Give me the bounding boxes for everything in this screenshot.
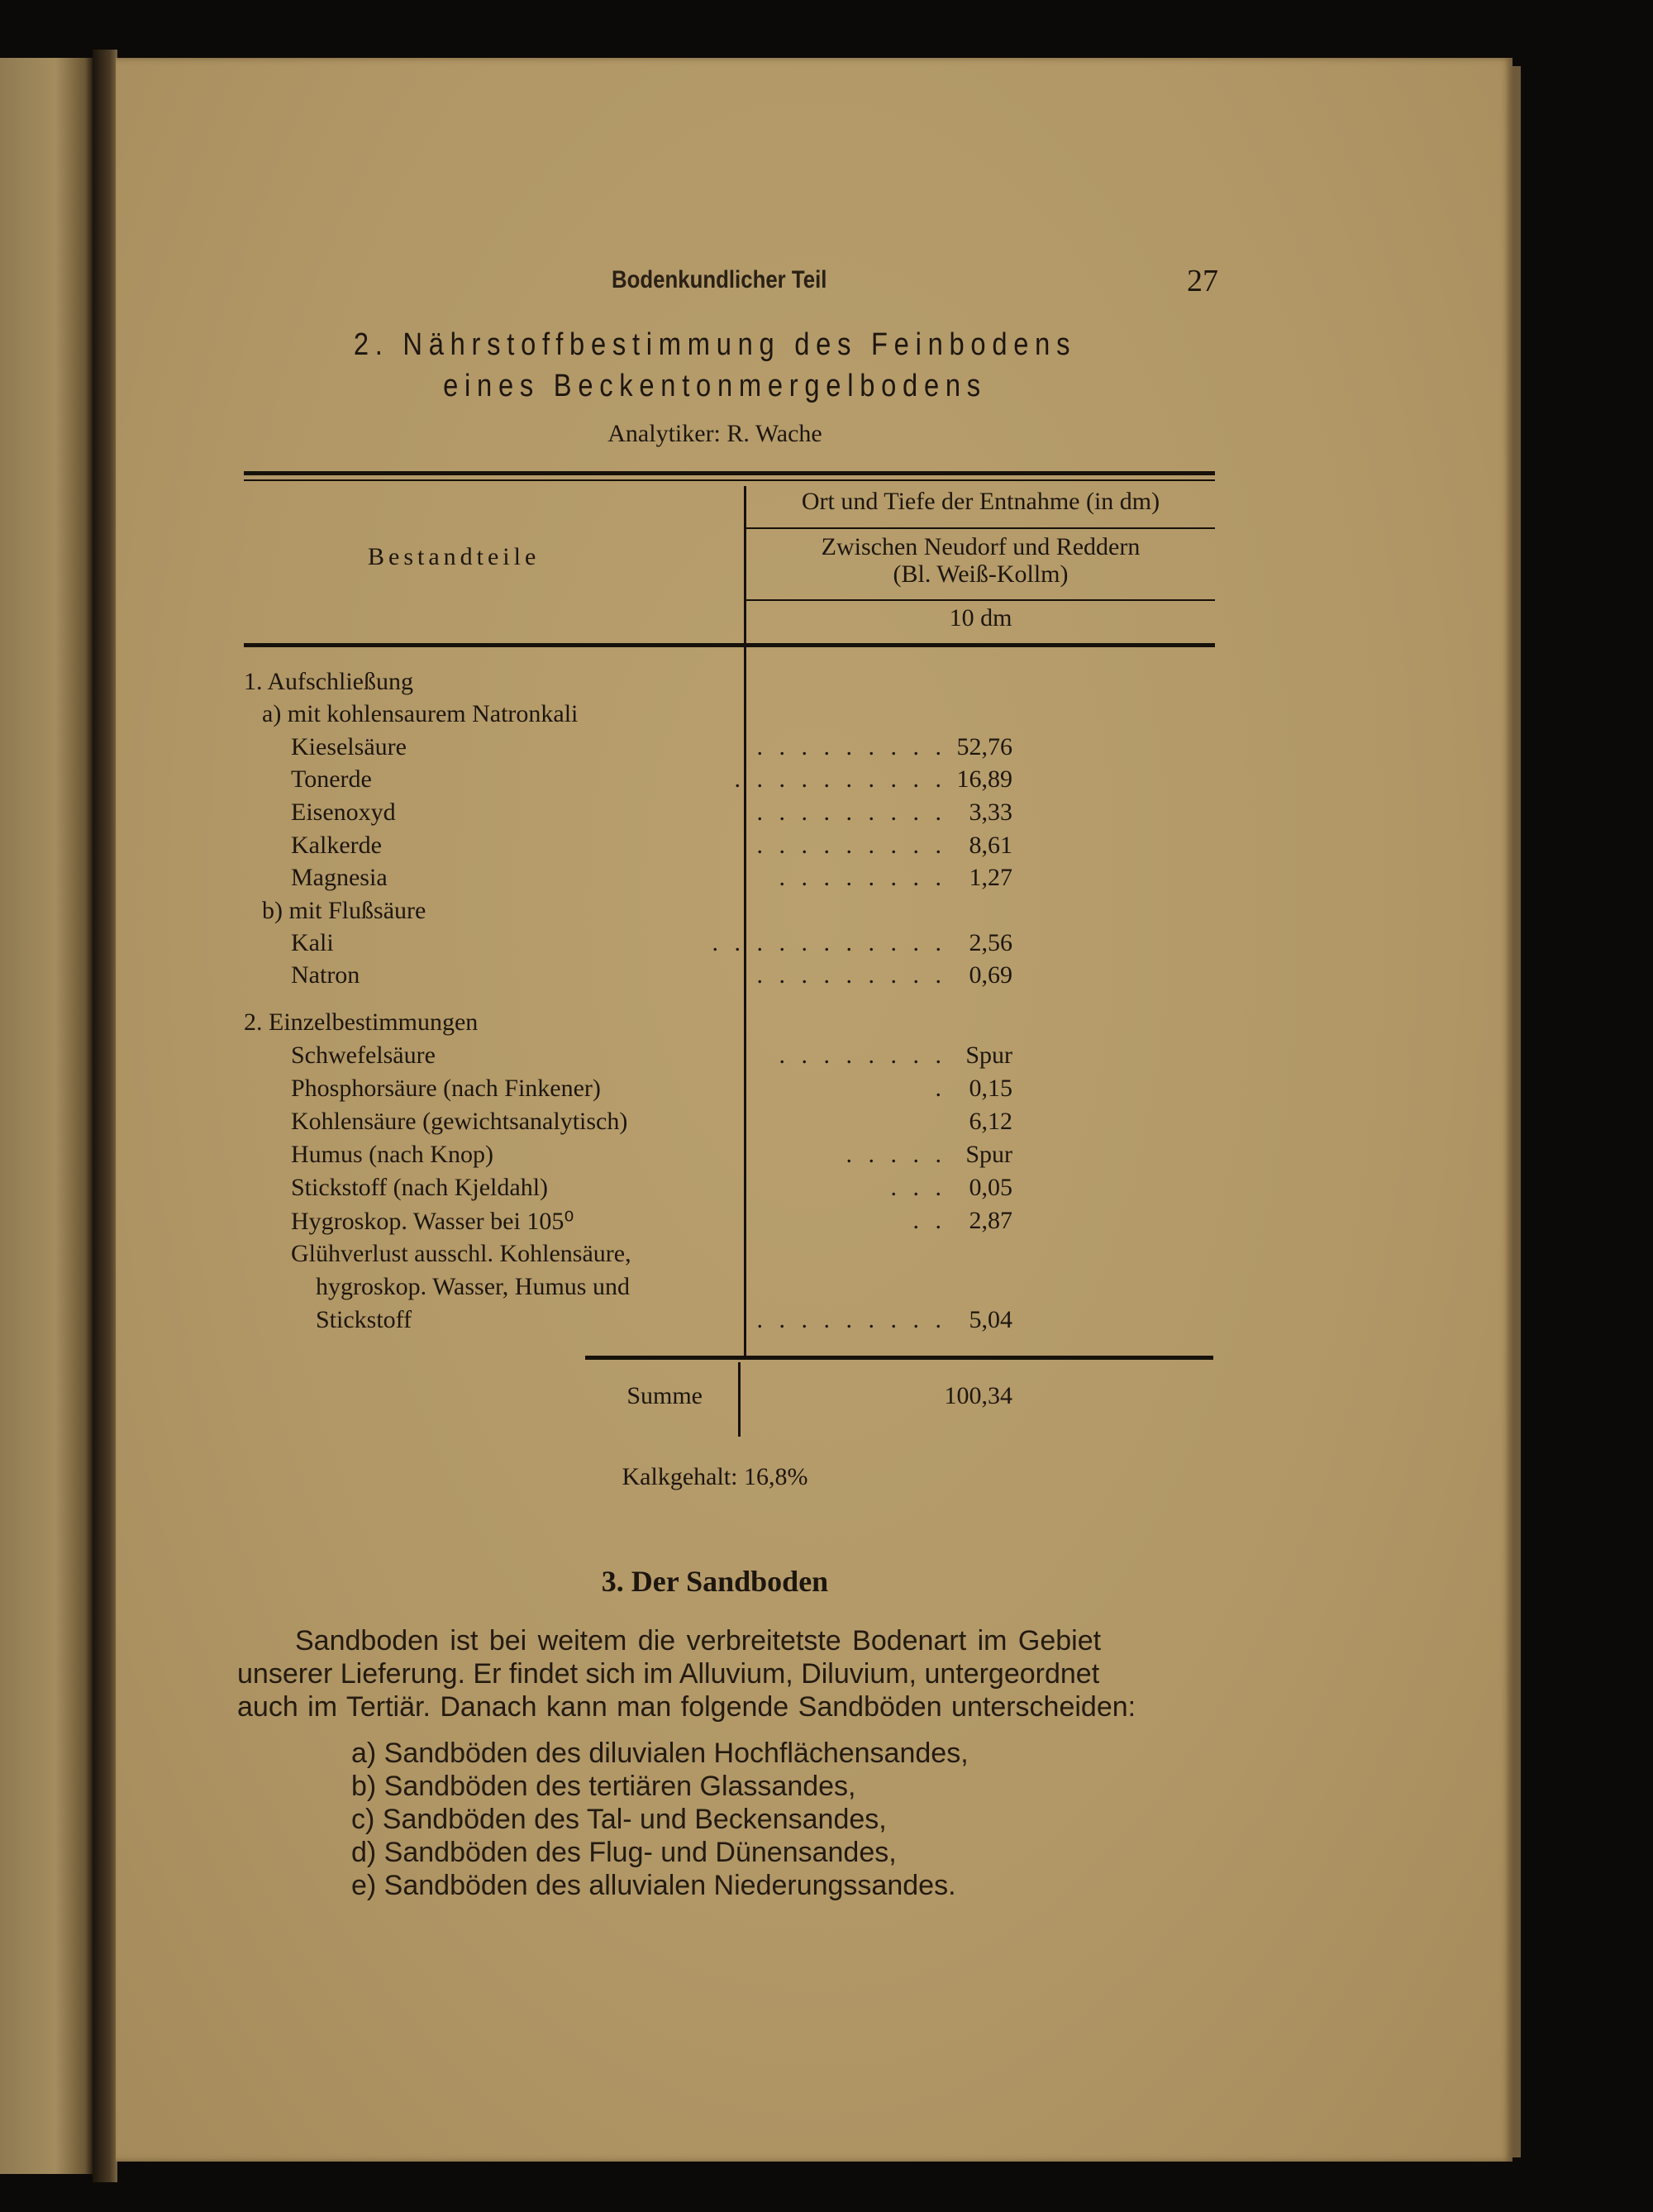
sum-rule xyxy=(585,1356,1213,1360)
row-label: Kieselsäure xyxy=(291,733,407,760)
row-label: Stickstoff xyxy=(316,1306,412,1333)
table-row xyxy=(244,1273,1219,1306)
table-row xyxy=(244,897,1219,930)
dot-leader: . xyxy=(935,1075,946,1102)
header-rule-1 xyxy=(746,527,1215,529)
dot-leader: . . . . . . . . . xyxy=(756,733,946,760)
analyst: Analytiker: R. Wache xyxy=(607,420,822,447)
depth: 10 dm xyxy=(949,604,1012,632)
table-row xyxy=(244,1075,1219,1108)
dot-leader: . . . . . . . . . xyxy=(756,832,946,859)
header-rule-2 xyxy=(746,599,1215,601)
table-row xyxy=(244,864,1219,897)
table-row xyxy=(244,1207,1219,1240)
table-row xyxy=(244,1108,1219,1141)
row-value: 5,04 xyxy=(969,1306,1012,1333)
table-row xyxy=(244,1306,1219,1339)
title-line-1: 2. Nährstoffbestimmung des Feinbodens xyxy=(353,327,1077,362)
row-label: Glühverlust ausschl. Kohlensäure, xyxy=(291,1240,631,1267)
section-heading: 3. Der Sandboden xyxy=(601,1565,829,1598)
row-label: a) mit kohlensaurem Natronkali xyxy=(262,700,579,727)
lime-content: Kalkgehalt: 16,8% xyxy=(622,1463,808,1490)
table-row xyxy=(244,765,1219,799)
dot-leader: . . . . . . . . xyxy=(779,1042,946,1069)
list-item: c) Sandböden des Tal- und Beckensandes, xyxy=(351,1804,887,1835)
row-value: 2,56 xyxy=(969,929,1012,956)
list-item: d) Sandböden des Flug- und Dünensandes, xyxy=(351,1837,897,1868)
table-row xyxy=(244,668,1219,701)
table-top-rule xyxy=(244,471,1215,475)
dot-leader: . . . . . . . . . xyxy=(756,961,946,989)
dot-leader: . . . xyxy=(890,1174,946,1201)
row-label: hygroskop. Wasser, Humus und xyxy=(316,1273,630,1300)
dot-leader: . . . . . . . . . . . xyxy=(712,929,946,956)
row-value: 1,27 xyxy=(969,864,1012,891)
running-head: Bodenkundlicher Teil xyxy=(612,266,827,293)
page-edge xyxy=(1512,66,1521,2157)
row-value: 8,61 xyxy=(969,832,1012,859)
row-value: 0,05 xyxy=(969,1174,1012,1201)
row-value: 0,15 xyxy=(969,1075,1012,1102)
row-label: b) mit Flußsäure xyxy=(262,897,426,924)
table-row xyxy=(244,799,1219,832)
dot-leader: . . . . . xyxy=(846,1141,946,1168)
table-row xyxy=(244,733,1219,766)
col-header-location: Ort und Tiefe der Entnahme (in dm) xyxy=(801,488,1160,515)
row-label: Humus (nach Knop) xyxy=(291,1141,493,1168)
paragraph-line: Sandboden ist bei weitem die verbreitetste Bodenart im Gebiet xyxy=(295,1625,1102,1657)
table-row xyxy=(244,1008,1219,1042)
header-bottom-rule xyxy=(244,643,1215,647)
row-label: 2. Einzelbestimmungen xyxy=(244,1008,479,1036)
location-line-2: (Bl. Weiß-Kollm) xyxy=(893,560,1069,588)
dot-leader: . . . . . . . . . . xyxy=(734,765,946,793)
row-label: Eisenoxyd xyxy=(291,799,396,826)
dot-leader: . . . . . . . . xyxy=(779,864,946,891)
list-item: a) Sandböden des diluvialen Hochflächensandes, xyxy=(351,1738,969,1769)
list-item: b) Sandböden des tertiären Glassandes, xyxy=(351,1771,856,1802)
table-row xyxy=(244,1042,1219,1075)
table-row xyxy=(244,1141,1219,1174)
dot-leader: . . . . . . . . . xyxy=(756,799,946,826)
row-value: 52,76 xyxy=(956,733,1012,760)
row-value: 0,69 xyxy=(969,961,1012,989)
row-label: Kali xyxy=(291,929,334,956)
table-row xyxy=(244,961,1219,994)
sum-divider xyxy=(738,1362,741,1437)
row-label: Natron xyxy=(291,961,360,989)
col-header-components: Bestandteile xyxy=(368,543,541,570)
row-value: 2,87 xyxy=(969,1207,1012,1234)
row-label: Tonerde xyxy=(291,765,372,793)
paragraph-line: unserer Lieferung. Er findet sich im Alluvium, Diluvium, untergeordnet xyxy=(237,1658,1100,1690)
dot-leader: . . xyxy=(912,1207,946,1234)
row-value: 3,33 xyxy=(969,799,1012,826)
page-number: 27 xyxy=(1187,264,1218,298)
table-row xyxy=(244,929,1219,962)
row-value: 6,12 xyxy=(969,1108,1012,1135)
table-top-rule-thin xyxy=(244,479,1215,481)
row-value: 16,89 xyxy=(956,765,1012,793)
row-label: Magnesia xyxy=(291,864,388,891)
location-line-1: Zwischen Neudorf und Reddern xyxy=(821,533,1141,560)
row-label: 1. Aufschließung xyxy=(244,668,413,695)
sum-value: 100,34 xyxy=(944,1382,1012,1409)
title-line-2: eines Beckentonmergelbodens xyxy=(443,369,987,403)
row-label: Kohlensäure (gewichtsanalytisch) xyxy=(291,1108,628,1135)
table-row xyxy=(244,832,1219,865)
row-label: Hygroskop. Wasser bei 105⁰ xyxy=(291,1208,574,1235)
list-item: e) Sandböden des alluvialen Niederungssandes. xyxy=(351,1870,956,1901)
row-label: Kalkerde xyxy=(291,832,382,859)
row-value: Spur xyxy=(965,1042,1012,1069)
paragraph-line: auch im Tertiär. Danach kann man folgende Sandböden unterscheiden: xyxy=(237,1691,1136,1723)
row-value: Spur xyxy=(965,1141,1012,1168)
dot-leader: . . . . . . . . . xyxy=(756,1306,946,1333)
row-label: Phosphorsäure (nach Finkener) xyxy=(291,1075,601,1102)
row-label: Stickstoff (nach Kjeldahl) xyxy=(291,1174,549,1201)
table-row xyxy=(244,1240,1219,1273)
table-row xyxy=(244,1174,1219,1207)
sum-label: Summe xyxy=(626,1382,703,1409)
table-row xyxy=(244,700,1219,733)
row-label: Schwefelsäure xyxy=(291,1042,436,1069)
